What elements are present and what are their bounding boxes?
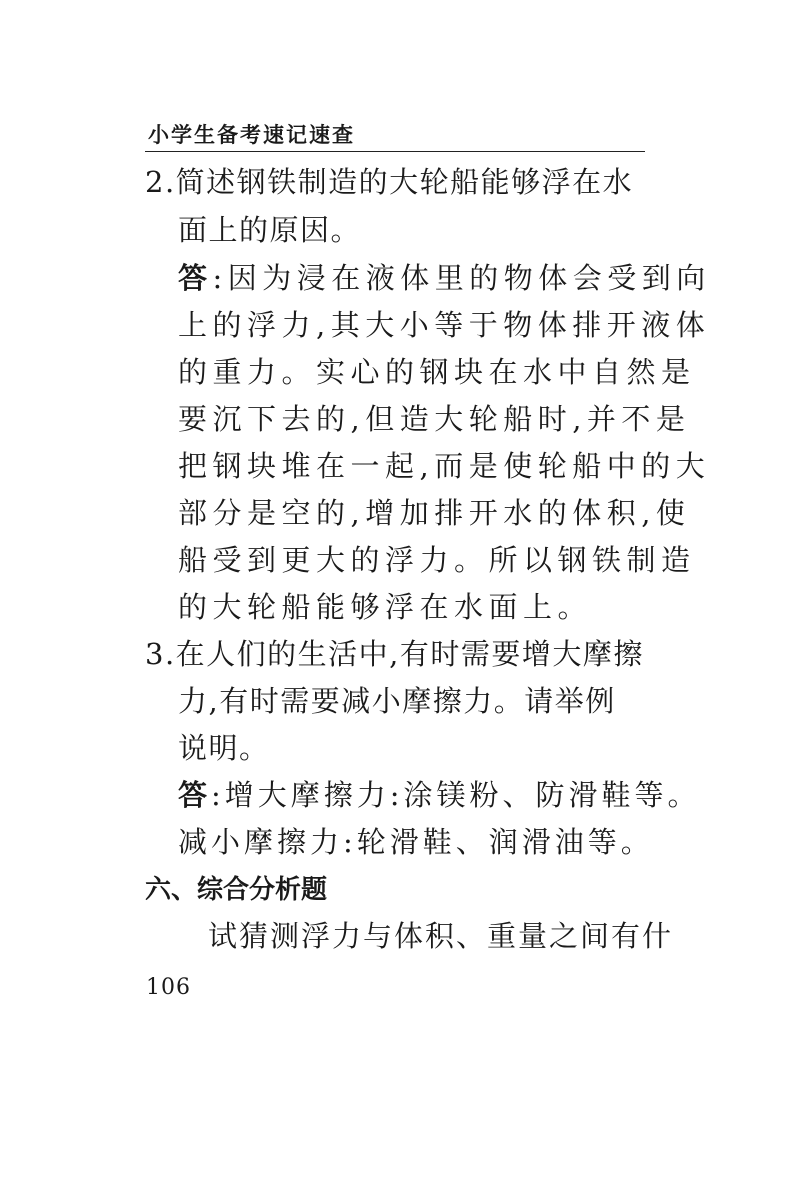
answer-2-line-6: 部分是空的,增加排开水的体积,使	[178, 496, 691, 530]
answer-2-line-1: 答:因为浸在液体里的物体会受到向	[178, 261, 711, 295]
page-number: 106	[146, 975, 191, 1000]
answer-2-line-8: 的大轮船能够浮在水面上。	[178, 590, 593, 624]
question-3-line-1: 3.在人们的生活中,有时需要增大摩擦	[145, 637, 644, 671]
answer-3-line-1: 答:增大摩擦力:涂镁粉、防滑鞋等。	[178, 778, 701, 812]
answer-2-label: 答	[178, 261, 213, 295]
header-rule	[145, 151, 645, 152]
answer-2-line-5: 把钢块堆在一起,而是使轮船中的大	[178, 449, 711, 483]
answer-3-line-2: 减小摩擦力:轮滑鞋、润滑油等。	[178, 825, 654, 859]
question-3-number: 3.	[145, 637, 176, 671]
section-6-text: 试猜测浮力与体积、重量之间有什	[208, 919, 674, 953]
question-3-line-2: 力,有时需要减小摩擦力。请举例	[178, 684, 616, 718]
question-2-line-1: 2.简述钢铁制造的大轮船能够浮在水	[145, 165, 634, 199]
answer-2-line-7: 船受到更大的浮力。所以钢铁制造	[178, 543, 696, 577]
running-header: 小学生备考速记速查	[148, 123, 355, 147]
answer-2-line-2: 上的浮力,其大小等于物体排开液体	[178, 308, 711, 342]
question-3-line-3: 说明。	[178, 731, 270, 765]
answer-2-line-4: 要沉下去的,但造大轮船时,并不是	[178, 402, 691, 436]
answer-3-label: 答	[178, 778, 212, 812]
question-2-line-2: 面上的原因。	[178, 213, 362, 247]
answer-2-line-3: 的重力。实心的钢块在水中自然是	[178, 355, 696, 389]
section-6-title: 六、综合分析题	[145, 875, 328, 905]
question-2-number: 2.	[145, 165, 176, 199]
